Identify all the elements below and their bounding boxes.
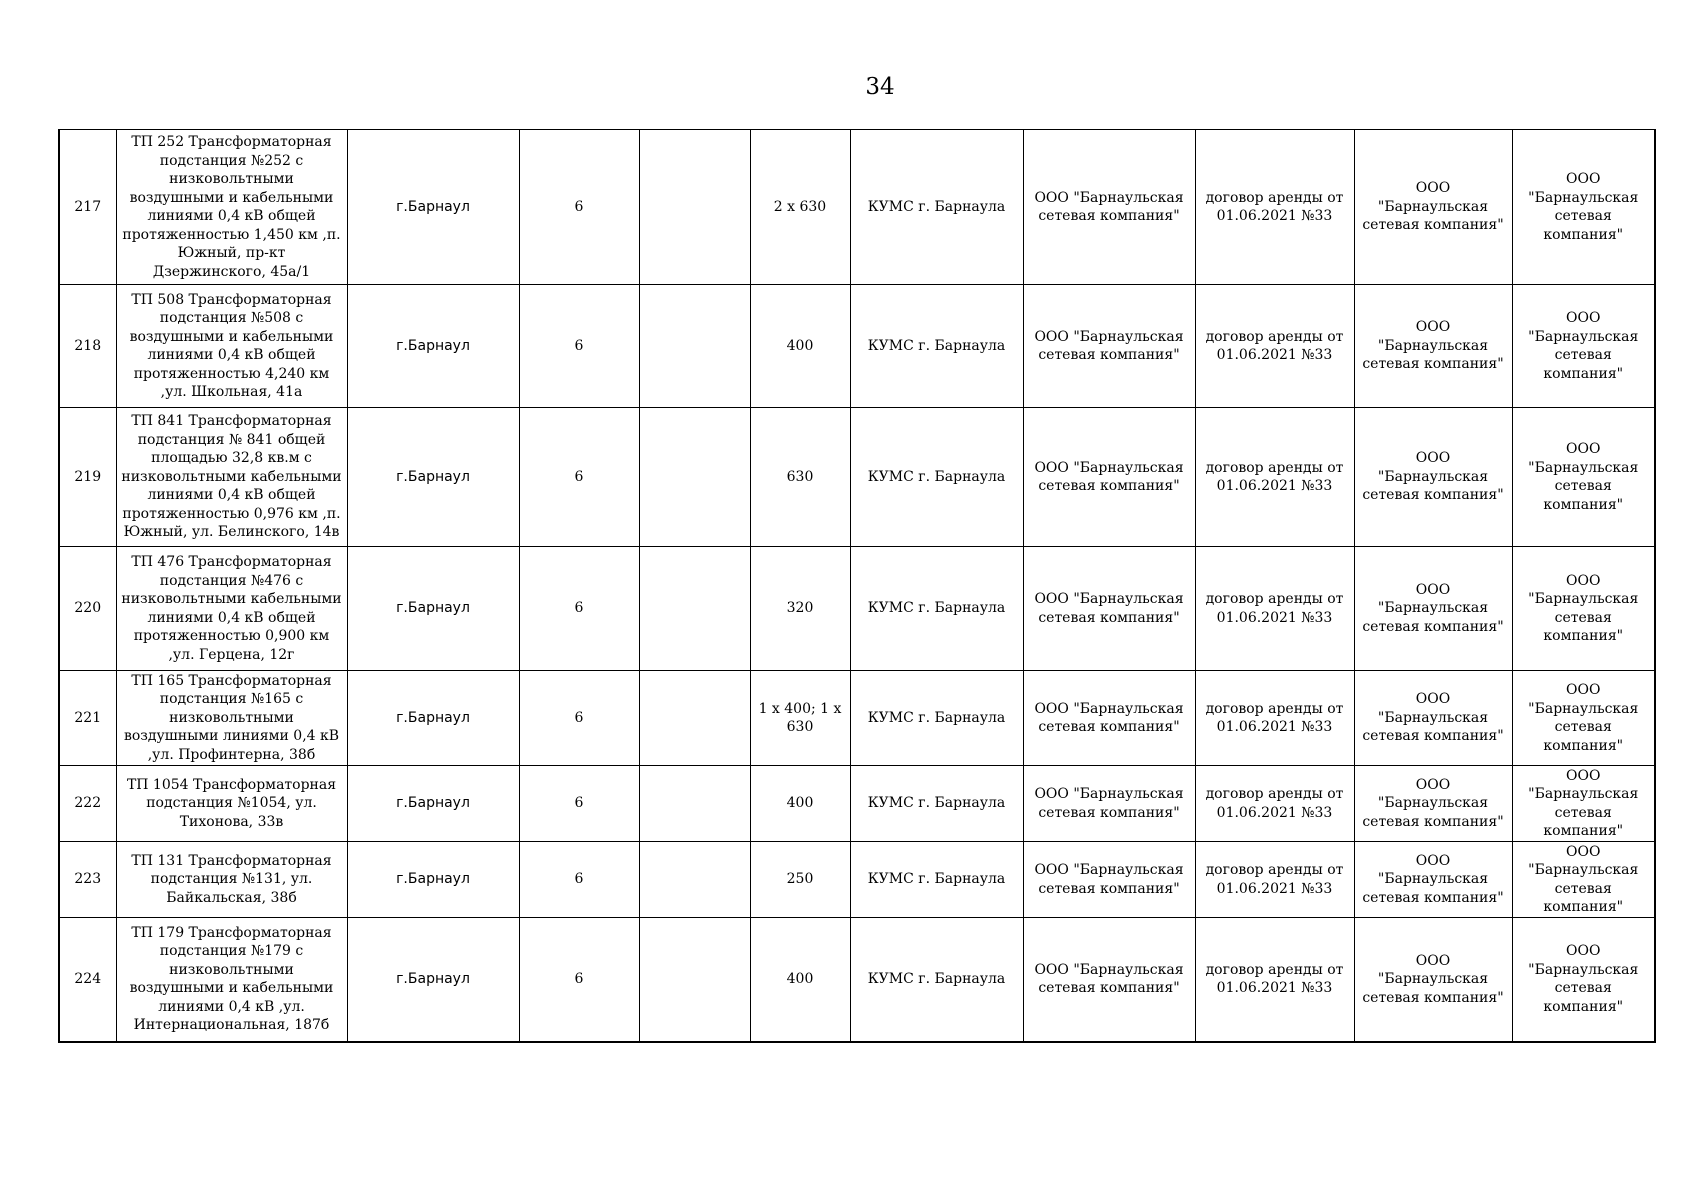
- owner-cell: КУМС г. Барнаула: [850, 130, 1023, 285]
- object-name-cell: ТП 1054 Трансформаторная подстанция №1054, ул. Тихонова, 33в: [116, 766, 347, 842]
- voltage-cell: 6: [519, 408, 639, 547]
- object-name-cell: ТП 476 Трансформаторная подстанция №476 с низковольтными кабельными линиями 0,4 кВ общей протяженностью 0,900 км ,ул. Герцена, 12г: [116, 547, 347, 671]
- organization-cell: ООО "Барнаульская сетевая компания": [1512, 842, 1655, 918]
- city-cell: г.Барнаул: [347, 130, 519, 285]
- owner-cell: КУМС г. Барнаула: [850, 408, 1023, 547]
- organization-cell: ООО "Барнаульская сетевая компания": [1512, 547, 1655, 671]
- user-cell: ООО "Барнаульская сетевая компания": [1023, 408, 1195, 547]
- empty-cell: [639, 766, 750, 842]
- capacity-cell: 630: [750, 408, 850, 547]
- organization-cell: ООО "Барнаульская сетевая компания": [1512, 766, 1655, 842]
- owner-cell: КУМС г. Барнаула: [850, 766, 1023, 842]
- user-cell: ООО "Барнаульская сетевая компания": [1023, 130, 1195, 285]
- table-row-217: [59, 130, 1655, 285]
- city-cell: г.Барнаул: [347, 671, 519, 766]
- operator-cell: ООО "Барнаульская сетевая компания": [1354, 547, 1512, 671]
- table-row-224: [59, 918, 1655, 1042]
- user-cell: ООО "Барнаульская сетевая компания": [1023, 842, 1195, 918]
- empty-cell: [639, 671, 750, 766]
- row-number-cell: 219: [59, 408, 116, 547]
- organization-cell: ООО "Барнаульская сетевая компания": [1512, 285, 1655, 408]
- capacity-cell: 400: [750, 918, 850, 1042]
- organization-cell: ООО "Барнаульская сетевая компания": [1512, 408, 1655, 547]
- row-number-cell: 220: [59, 547, 116, 671]
- table-row-221: [59, 671, 1655, 766]
- owner-cell: КУМС г. Барнаула: [850, 918, 1023, 1042]
- owner-cell: КУМС г. Барнаула: [850, 547, 1023, 671]
- object-name-cell: ТП 508 Трансформаторная подстанция №508 с воздушными и кабельными линиями 0,4 кВ общей протяженностью 4,240 км ,ул. Школьная, 41а: [116, 285, 347, 408]
- owner-cell: КУМС г. Барнаула: [850, 842, 1023, 918]
- operator-cell: ООО "Барнаульская сетевая компания": [1354, 285, 1512, 408]
- basis-cell: договор аренды от 01.06.2021 №33: [1195, 130, 1354, 285]
- city-cell: г.Барнаул: [347, 285, 519, 408]
- basis-cell: договор аренды от 01.06.2021 №33: [1195, 671, 1354, 766]
- empty-cell: [639, 408, 750, 547]
- operator-cell: ООО "Барнаульская сетевая компания": [1354, 130, 1512, 285]
- table-row-218: [59, 285, 1655, 408]
- basis-cell: договор аренды от 01.06.2021 №33: [1195, 547, 1354, 671]
- owner-cell: КУМС г. Барнаула: [850, 285, 1023, 408]
- object-name-cell: ТП 165 Трансформаторная подстанция №165 с низковольтными воздушными линиями 0,4 кВ ,ул. Профинтерна, 38б: [116, 671, 347, 766]
- capacity-cell: 2 x 630: [750, 130, 850, 285]
- row-number-cell: 221: [59, 671, 116, 766]
- table-row-222: [59, 766, 1655, 842]
- operator-cell: ООО "Барнаульская сетевая компания": [1354, 408, 1512, 547]
- row-number-cell: 217: [59, 130, 116, 285]
- object-name-cell: ТП 179 Трансформаторная подстанция №179 с низковольтными воздушными и кабельными линиями 0,4 кВ ,ул. Интернациональная, 187б: [116, 918, 347, 1042]
- voltage-cell: 6: [519, 130, 639, 285]
- empty-cell: [639, 547, 750, 671]
- basis-cell: договор аренды от 01.06.2021 №33: [1195, 766, 1354, 842]
- basis-cell: договор аренды от 01.06.2021 №33: [1195, 285, 1354, 408]
- empty-cell: [639, 918, 750, 1042]
- user-cell: ООО "Барнаульская сетевая компания": [1023, 766, 1195, 842]
- voltage-cell: 6: [519, 547, 639, 671]
- voltage-cell: 6: [519, 671, 639, 766]
- city-cell: г.Барнаул: [347, 547, 519, 671]
- basis-cell: договор аренды от 01.06.2021 №33: [1195, 918, 1354, 1042]
- table-body: [59, 130, 1655, 1042]
- organization-cell: ООО "Барнаульская сетевая компания": [1512, 671, 1655, 766]
- table-row-219: [59, 408, 1655, 547]
- operator-cell: ООО "Барнаульская сетевая компания": [1354, 766, 1512, 842]
- basis-cell: договор аренды от 01.06.2021 №33: [1195, 408, 1354, 547]
- city-cell: г.Барнаул: [347, 842, 519, 918]
- capacity-cell: 400: [750, 285, 850, 408]
- user-cell: ООО "Барнаульская сетевая компания": [1023, 918, 1195, 1042]
- city-cell: г.Барнаул: [347, 408, 519, 547]
- capacity-cell: 400: [750, 766, 850, 842]
- owner-cell: КУМС г. Барнаула: [850, 671, 1023, 766]
- row-number-cell: 223: [59, 842, 116, 918]
- voltage-cell: 6: [519, 842, 639, 918]
- operator-cell: ООО "Барнаульская сетевая компания": [1354, 842, 1512, 918]
- row-number-cell: 218: [59, 285, 116, 408]
- row-number-cell: 222: [59, 766, 116, 842]
- organization-cell: ООО "Барнаульская сетевая компания": [1512, 918, 1655, 1042]
- object-name-cell: ТП 131 Трансформаторная подстанция №131, ул. Байкальская, 38б: [116, 842, 347, 918]
- registry-table: [58, 129, 1656, 1043]
- page-number: 34: [865, 74, 895, 100]
- voltage-cell: 6: [519, 766, 639, 842]
- user-cell: ООО "Барнаульская сетевая компания": [1023, 285, 1195, 408]
- empty-cell: [639, 285, 750, 408]
- city-cell: г.Барнаул: [347, 766, 519, 842]
- empty-cell: [639, 130, 750, 285]
- capacity-cell: 250: [750, 842, 850, 918]
- row-number-cell: 224: [59, 918, 116, 1042]
- table-row-223: [59, 842, 1655, 918]
- city-cell: г.Барнаул: [347, 918, 519, 1042]
- object-name-cell: ТП 252 Трансформаторная подстанция №252 с низковольтными воздушными и кабельными линиями 0,4 кВ общей протяженностью 1,450 км ,п. Южный, пр-кт Дзержинского, 45а/1: [116, 130, 347, 285]
- user-cell: ООО "Барнаульская сетевая компания": [1023, 671, 1195, 766]
- empty-cell: [639, 842, 750, 918]
- basis-cell: договор аренды от 01.06.2021 №33: [1195, 842, 1354, 918]
- voltage-cell: 6: [519, 918, 639, 1042]
- organization-cell: ООО "Барнаульская сетевая компания": [1512, 130, 1655, 285]
- table-row-220: [59, 547, 1655, 671]
- user-cell: ООО "Барнаульская сетевая компания": [1023, 547, 1195, 671]
- object-name-cell: ТП 841 Трансформаторная подстанция № 841 общей площадью 32,8 кв.м с низковольтными кабельными линиями 0,4 кВ общей протяженностью 0,976 км ,п. Южный, ул. Белинского, 14в: [116, 408, 347, 547]
- operator-cell: ООО "Барнаульская сетевая компания": [1354, 671, 1512, 766]
- capacity-cell: 320: [750, 547, 850, 671]
- operator-cell: ООО "Барнаульская сетевая компания": [1354, 918, 1512, 1042]
- voltage-cell: 6: [519, 285, 639, 408]
- capacity-cell: 1 x 400; 1 x 630: [750, 671, 850, 766]
